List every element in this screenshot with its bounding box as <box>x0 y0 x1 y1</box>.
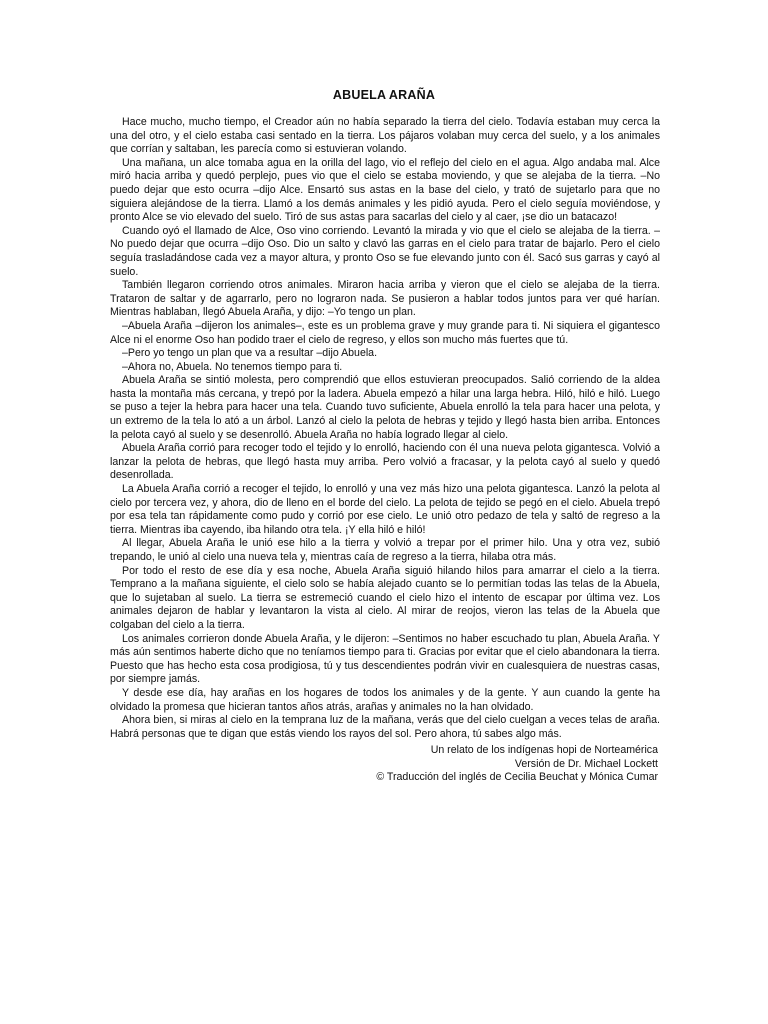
story-paragraph: Una mañana, un alce tomaba agua en la orilla del lago, vio el reflejo del cielo en el agua. Algo andaba mal. Alce miró hacia arriba y quedó perplejo, pues vio que el cielo se estaba moviendo, y que se alejaba de la tierra. –No puedo dejar que esto ocurra –dijo Alce. Ensartó sus astas en la base del cielo, y trató de sujetarlo para que no siguiera alejándose de la tierra. Llamó a los demás animales y les pidió ayuda. Pero el cielo seguía moviéndose, y pronto Alce se vio elevado del suelo. Tiró de sus astas para sacarlas del cielo y al caer, ¡se dio un batacazo! <box>110 156 660 224</box>
story-paragraph: –Abuela Araña –dijeron los animales–, este es un problema grave y muy grande para ti. Ni siquiera el gigantesco Alce ni el enorme Oso han podido traer el cielo de regreso, y ellos son mucho más fuertes que tú. <box>110 319 660 346</box>
story-paragraph: –Ahora no, Abuela. No tenemos tiempo para ti. <box>122 360 343 373</box>
story-paragraph: Ahora bien, si miras al cielo en la temprana luz de la mañana, verás que del cielo cuelgan a veces telas de araña. Habrá personas que te digan que estás viendo los rayos del sol. Pero ahora, tú sabes algo más. <box>110 714 660 740</box>
story-paragraph: La Abuela Araña corrió a recoger el tejido, lo enrolló y una vez más hizo una pelota gigantesca. Lanzó la pelota al cielo por tercera vez, y ahora, dio de lleno en el borde del cielo. La pelota de tejido se pegó en el cielo. Abuela trepó por esa tela tan rápidamente como pudo y corrió por ese cielo. Le unió otro pedazo de tela y saltó de regreso a la tierra. Mientras iba cayendo, iba hilando otra tela. ¡Y ella hiló e hiló! <box>110 483 660 536</box>
story-paragraph: Los animales corrieron donde Abuela Araña, y le dijeron: –Sentimos no haber escuchado tu plan, Abuela Araña. Y más aún sentimos haberte dicho que no teníamos tiempo para ti. Gracias por evitar que el cielo abandonara la tierra. Puesto que has hecho esta cosa prodigiosa, tú y tus descendientes podrán vivir en cualesquiera de nuestras casas, por siempre jamás. <box>110 632 660 686</box>
document-title: ABUELA ARAÑA <box>332 88 436 102</box>
credit-translation: © Traducción del inglés de Cecilia Beuchat y Mónica Cumar <box>376 771 658 784</box>
story-paragraph: Abuela Araña corrió para recoger todo el tejido y lo enrolló, haciendo con él una nueva pelota gigantesca. Volvió a lanzar la pelota de hebras, que llegó hasta muy arriba. Pero volvió a fracasar, y la pelota cayó al suelo y quedó desenrollada. <box>110 442 660 482</box>
story-credits <box>300 744 658 785</box>
story-body <box>110 116 660 741</box>
story-paragraph: –Pero yo tengo un plan que va a resultar –dijo Abuela. <box>122 347 378 360</box>
story-paragraph: Cuando oyó el llamado de Alce, Oso vino corriendo. Levantó la mirada y vio que el cielo se alejaba de la tierra. –No puedo dejar que ocurra –dijo Oso. Dio un salto y clavó las garras en el cielo para tratar de bajarlo. Pero el cielo seguía trasladándose cada vez a mayor altura, y pronto Oso se fue elevando junto con él. Sacó sus garras y cayó al suelo. <box>110 224 660 278</box>
credit-origin: Un relato de los indígenas hopi de Norteamérica <box>430 744 658 756</box>
story-paragraph: También llegaron corriendo otros animales. Miraron hacia arriba y vieron que el cielo se alejaba de la tierra. Trataron de saltar y de agarrarlo, pero no lograron nada. Se pusieron a hablar todos juntos para ver qué harían. Mientras hablaban, llegó Abuela Araña, y dijo: –Yo tengo un plan. <box>110 279 660 319</box>
story-paragraph: Por todo el resto de ese día y esa noche, Abuela Araña siguió hilando hilos para amarrar el cielo a la tierra. Temprano a la mañana siguiente, el cielo solo se había alejado cuanto se lo permitían todas las telas de la Abuela, que lo sujetaban al suelo. La tierra se estremeció cuando el cielo hizo el intento de escapar por última vez. Los animales dejaron de hablar y levantaron la vista al cielo. Al mirar de reojos, vieron las telas de la Abuela que colgaban del cielo a la tierra. <box>110 564 660 631</box>
story-paragraph: Al llegar, Abuela Araña le unió ese hilo a la tierra y volvió a trepar por el primer hilo. Una y otra vez, subió trepando, le unió al cielo una nueva tela y, mientras caía de regreso a la tierra, hilaba otra más. <box>110 537 660 563</box>
story-paragraph: Abuela Araña se sintió molesta, pero comprendió que ellos estuvieran preocupados. Salió corriendo de la aldea hasta la montaña más cercana, y trepó por la ladera. Abuela empezó a hilar una larga hebra. Hiló, hiló e hiló. Luego se puso a tejer la hebra para hacer una tela. Cuando tuvo suficiente, Abuela enrolló la tela para hacer una pelota, y un extremo de la tela lo ató a un árbol. Lanzó al cielo la pelota de hebras y tejido y llegó hasta bien arriba. Entonces la pelota cayó al suelo y se desenrolló. Abuela Araña no había logrado llegar al cielo. <box>110 374 660 441</box>
story-paragraph: Y desde ese día, hay arañas en los hogares de todos los animales y de la gente. Y aun cuando la gente ha olvidado la promesa que hicieran tantos años atrás, arañas y animales no la han olvidado. <box>110 686 660 713</box>
credit-version: Versión de Dr. Michael Lockett <box>514 757 658 770</box>
story-paragraph: Hace mucho, mucho tiempo, el Creador aún no había separado la tierra del cielo. Todavía estaban muy cerca la una del otro, y el cielo estaba casi sentado en la tierra. Los pájaros volaban muy cerca del suelo, y a los animales que corrían y saltaban, les parecía como si estuvieran volando. <box>110 116 660 156</box>
